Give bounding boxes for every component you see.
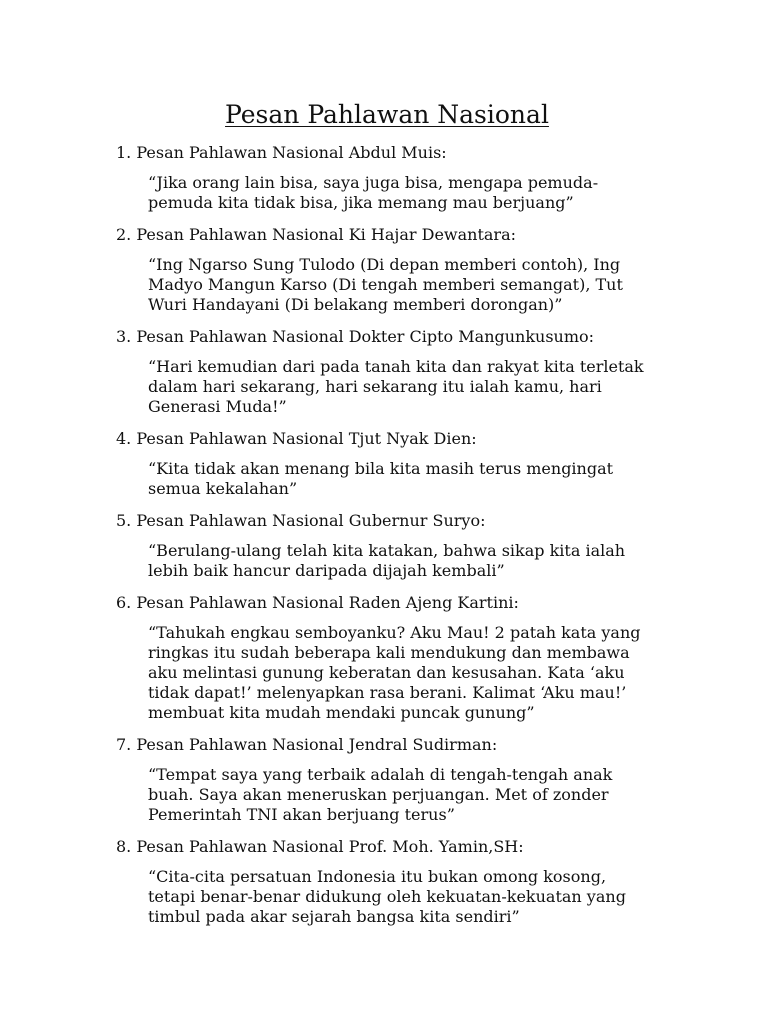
message-list [116, 143, 688, 927]
item-heading: 5. Pesan Pahlawan Nasional Gubernur Suryo: [116, 511, 486, 530]
item-heading: 3. Pesan Pahlawan Nasional Dokter Cipto Mangunkusumo: [116, 327, 595, 346]
list-item [116, 837, 688, 927]
item-quote: “Tahukah engkau semboyanku? Aku Mau! 2 patah kata yang ringkas itu sudah beberapa kali mendukung dan membawa aku melintasi gunung keberatan dan kesusahan. Kata ‘aku tidak dapat!’ melenyapkan rasa berani. Kalimat ‘Aku mau!’ membuat kita mudah mendaki puncak gunung” [148, 623, 641, 722]
list-item [116, 225, 688, 315]
item-heading: 7. Pesan Pahlawan Nasional Jendral Sudirman: [116, 735, 498, 754]
list-item [116, 327, 688, 417]
item-quote: “Hari kemudian dari pada tanah kita dan rakyat kita terletak dalam hari sekarang, hari sekarang itu ialah kamu, hari Generasi Muda!” [148, 357, 644, 416]
item-quote: “Jika orang lain bisa, saya juga bisa, mengapa pemuda-pemuda kita tidak bisa, jika memang mau berjuang” [148, 173, 599, 212]
item-quote: “Kita tidak akan menang bila kita masih terus mengingat semua kekalahan” [148, 459, 614, 498]
document-title: Pesan Pahlawan Nasional [225, 100, 549, 129]
list-item [116, 429, 688, 499]
item-heading: 8. Pesan Pahlawan Nasional Prof. Moh. Yamin,SH: [116, 837, 524, 856]
item-heading: 1. Pesan Pahlawan Nasional Abdul Muis: [116, 143, 447, 162]
list-item [116, 511, 688, 581]
list-item [116, 143, 688, 213]
item-quote: “Berulang-ulang telah kita katakan, bahwa sikap kita ialah lebih baik hancur daripada dijajah kembali” [148, 541, 626, 580]
item-heading: 4. Pesan Pahlawan Nasional Tjut Nyak Dien: [116, 429, 477, 448]
item-heading: 2. Pesan Pahlawan Nasional Ki Hajar Dewantara: [116, 225, 516, 244]
item-heading: 6. Pesan Pahlawan Nasional Raden Ajeng Kartini: [116, 593, 519, 612]
list-item [116, 593, 688, 723]
item-quote: “Cita-cita persatuan Indonesia itu bukan omong kosong, tetapi benar-benar didukung oleh kekuatan-kekuatan yang timbul pada akar sejarah bangsa kita sendiri” [148, 867, 626, 926]
item-quote: “Ing Ngarso Sung Tulodo (Di depan memberi contoh), Ing Madyo Mangun Karso (Di tengah memberi semangat), Tut Wuri Handayani (Di belakang memberi dorongan)” [148, 255, 623, 314]
item-quote: “Tempat saya yang terbaik adalah di tengah-tengah anak buah. Saya akan meneruskan perjuangan. Met of zonder Pemerintah TNI akan berjuang terus” [148, 765, 613, 824]
list-item [116, 735, 688, 825]
